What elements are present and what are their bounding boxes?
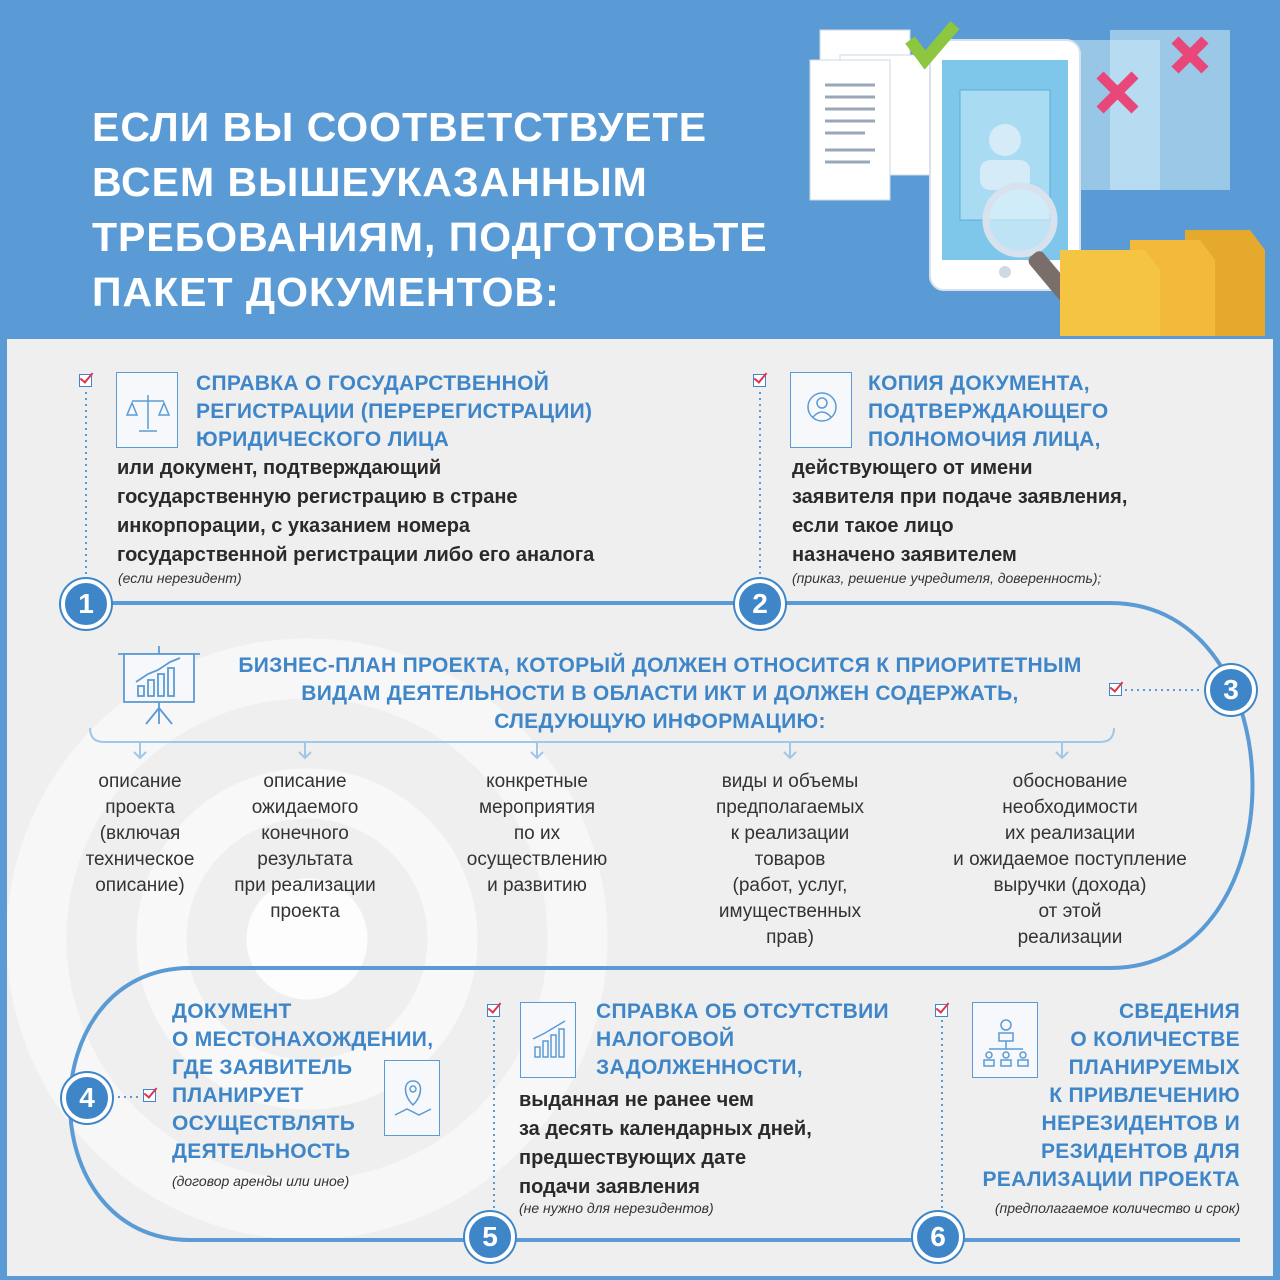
column-line: описание xyxy=(263,771,347,792)
item-2-title xyxy=(868,370,1228,454)
column-line: конечного xyxy=(261,823,349,844)
title-line: ЕСЛИ ВЫ СООТВЕТСТВУЕТЕ xyxy=(92,104,708,150)
column-line: и ожидаемое поступление xyxy=(953,849,1187,870)
item-2-body xyxy=(792,454,1232,570)
title-line: КОПИЯ ДОКУМЕНТА, xyxy=(868,372,1090,395)
column-line: (работ, услуг, xyxy=(732,875,848,896)
column-line: предполагаемых xyxy=(715,797,865,818)
title-line: БИЗНЕС-ПЛАН ПРОЕКТА, КОТОРЫЙ ДОЛЖЕН ОТНОСИТСЯ К ПРИОРИТЕТНЫМ xyxy=(238,654,1082,677)
column-line: проекта xyxy=(270,901,340,922)
business-plan-column xyxy=(690,769,890,951)
step-number-badge: 1 xyxy=(61,579,111,629)
column-line: реализации xyxy=(1017,927,1123,948)
column-line: необходимости xyxy=(1002,797,1138,818)
item-2-note: (приказ, решение учредителя, доверенность); xyxy=(792,570,1102,586)
column-line: и развитию xyxy=(487,875,587,896)
title-line: ГДЕ ЗАЯВИТЕЛЬ xyxy=(172,1056,353,1079)
title-line: РЕАЛИЗАЦИИ ПРОЕКТА xyxy=(982,1168,1240,1191)
business-plan-column xyxy=(437,769,637,899)
checkbox-icon xyxy=(753,374,766,387)
column-line: к реализации xyxy=(730,823,850,844)
column-line: описание) xyxy=(95,875,185,896)
title-line: ОСУЩЕСТВЛЯТЬ xyxy=(172,1112,356,1135)
checkbox-icon xyxy=(1109,683,1122,696)
body-line: назначено заявителем xyxy=(792,544,1017,566)
item-1-title xyxy=(196,370,736,454)
business-plan-column xyxy=(215,769,395,925)
scales-document-icon xyxy=(116,372,178,448)
business-plan-column xyxy=(60,769,220,899)
body-line: инкорпорации, с указанием номера xyxy=(117,515,471,537)
title-line: ВСЕМ ВЫШЕУКАЗАННЫМ xyxy=(92,159,648,205)
body-line: государственной регистрации либо его аналога xyxy=(117,544,595,566)
title-line: НЕРЕЗИДЕНТОВ И xyxy=(1041,1112,1240,1135)
column-line: имущественных xyxy=(718,901,862,922)
column-line: виды и объемы xyxy=(721,771,859,792)
column-line: (включая xyxy=(99,823,181,844)
title-line: ЗАДОЛЖЕННОСТИ, xyxy=(596,1056,803,1079)
business-plan-column xyxy=(915,769,1225,951)
title-line: НАЛОГОВОЙ xyxy=(596,1028,735,1051)
title-line: ПАКЕТ ДОКУМЕНТОВ: xyxy=(92,269,560,315)
title-line: ДЕЯТЕЛЬНОСТЬ xyxy=(172,1140,351,1163)
column-line: конкретные xyxy=(486,771,588,792)
item-1-body xyxy=(117,454,737,570)
step-number-badge: 3 xyxy=(1206,665,1256,715)
step-number-badge: 5 xyxy=(465,1212,515,1262)
column-line: от этой xyxy=(1038,901,1102,922)
checkbox-icon xyxy=(143,1089,156,1102)
title-line: ДОКУМЕНТ xyxy=(172,1000,292,1023)
item-6-note: (предполагаемое количество и срок) xyxy=(994,1200,1240,1216)
column-line: при реализации xyxy=(234,875,376,896)
title-line: СПРАВКА О ГОСУДАРСТВЕННОЙ xyxy=(196,372,550,395)
step-number-badge: 2 xyxy=(735,579,785,629)
title-line: РЕГИСТРАЦИИ (ПЕРЕРЕГИСТРАЦИИ) xyxy=(196,400,593,423)
title-line: СВЕДЕНИЯ xyxy=(1118,1000,1240,1023)
title-line: ПЛАНИРУЕМЫХ xyxy=(1068,1056,1240,1079)
item-5-note: (не нужно для нерезидентов) xyxy=(519,1200,714,1216)
column-line: осуществлению xyxy=(466,849,608,870)
item-5-title xyxy=(596,998,916,1082)
body-line: предшествующих дате xyxy=(519,1147,747,1169)
column-line: ожидаемого xyxy=(251,797,359,818)
item-3-title xyxy=(180,652,1140,736)
item-4-note: (договор аренды или иное) xyxy=(172,1173,350,1189)
title-line: К ПРИВЛЕЧЕНИЮ xyxy=(1049,1084,1240,1107)
checkbox-icon xyxy=(487,1004,500,1017)
title-line: О МЕСТОНАХОЖДЕНИИ, xyxy=(172,1028,434,1051)
column-line: по их xyxy=(513,823,561,844)
column-line: товаров xyxy=(754,849,826,870)
title-line: РЕЗИДЕНТОВ ДЛЯ xyxy=(1040,1140,1240,1163)
item-6-title xyxy=(970,998,1240,1194)
body-line: выданная не ранее чем xyxy=(519,1089,754,1111)
column-line: выручки (дохода) xyxy=(993,875,1147,896)
item-1-note: (если нерезидент) xyxy=(118,570,242,586)
title-line: О КОЛИЧЕСТВЕ xyxy=(1070,1028,1240,1051)
location-document-icon xyxy=(384,1060,440,1136)
title-line: СЛЕДУЮЩУЮ ИНФОРМАЦИЮ: xyxy=(494,710,826,733)
body-line: если такое лицо xyxy=(792,515,954,537)
item-5-body xyxy=(519,1086,919,1202)
column-line: описание xyxy=(98,771,182,792)
title-line: ТРЕБОВАНИЯМ, ПОДГОТОВЬТЕ xyxy=(92,214,768,260)
chart-document-icon xyxy=(520,1002,576,1078)
title-line: СПРАВКА ОБ ОТСУТСТВИИ xyxy=(596,1000,889,1023)
person-document-icon xyxy=(790,372,852,448)
title-line: ПОДТВЕРЖДАЮЩЕГО xyxy=(868,400,1109,423)
column-line: проекта xyxy=(105,797,175,818)
column-line: прав) xyxy=(766,927,814,948)
step-number-badge: 6 xyxy=(913,1212,963,1262)
body-line: государственную регистрацию в стране xyxy=(117,486,518,508)
column-line: результата xyxy=(257,849,353,870)
checkbox-icon xyxy=(79,374,92,387)
body-line: действующего от имени xyxy=(792,457,1033,479)
title-line: ПЛАНИРУЕТ xyxy=(172,1084,304,1107)
title-line: ВИДАМ ДЕЯТЕЛЬНОСТИ В ОБЛАСТИ ИКТ И ДОЛЖЕН СОДЕРЖАТЬ, xyxy=(301,682,1019,705)
column-line: обоснование xyxy=(1012,771,1128,792)
body-line: заявителя при подаче заявления, xyxy=(792,486,1128,508)
body-line: подачи заявления xyxy=(519,1176,700,1198)
title-line: ПОЛНОМОЧИЯ ЛИЦА, xyxy=(868,428,1101,451)
column-line: их реализации xyxy=(1004,823,1136,844)
body-line: или документ, подтверждающий xyxy=(117,457,442,479)
body-line: за десять календарных дней, xyxy=(519,1118,812,1140)
column-line: мероприятия xyxy=(478,797,596,818)
checkbox-icon xyxy=(935,1004,948,1017)
title-line: ЮРИДИЧЕСКОГО ЛИЦА xyxy=(196,428,450,451)
step-number-badge: 4 xyxy=(62,1073,112,1123)
column-line: техническое xyxy=(85,849,195,870)
